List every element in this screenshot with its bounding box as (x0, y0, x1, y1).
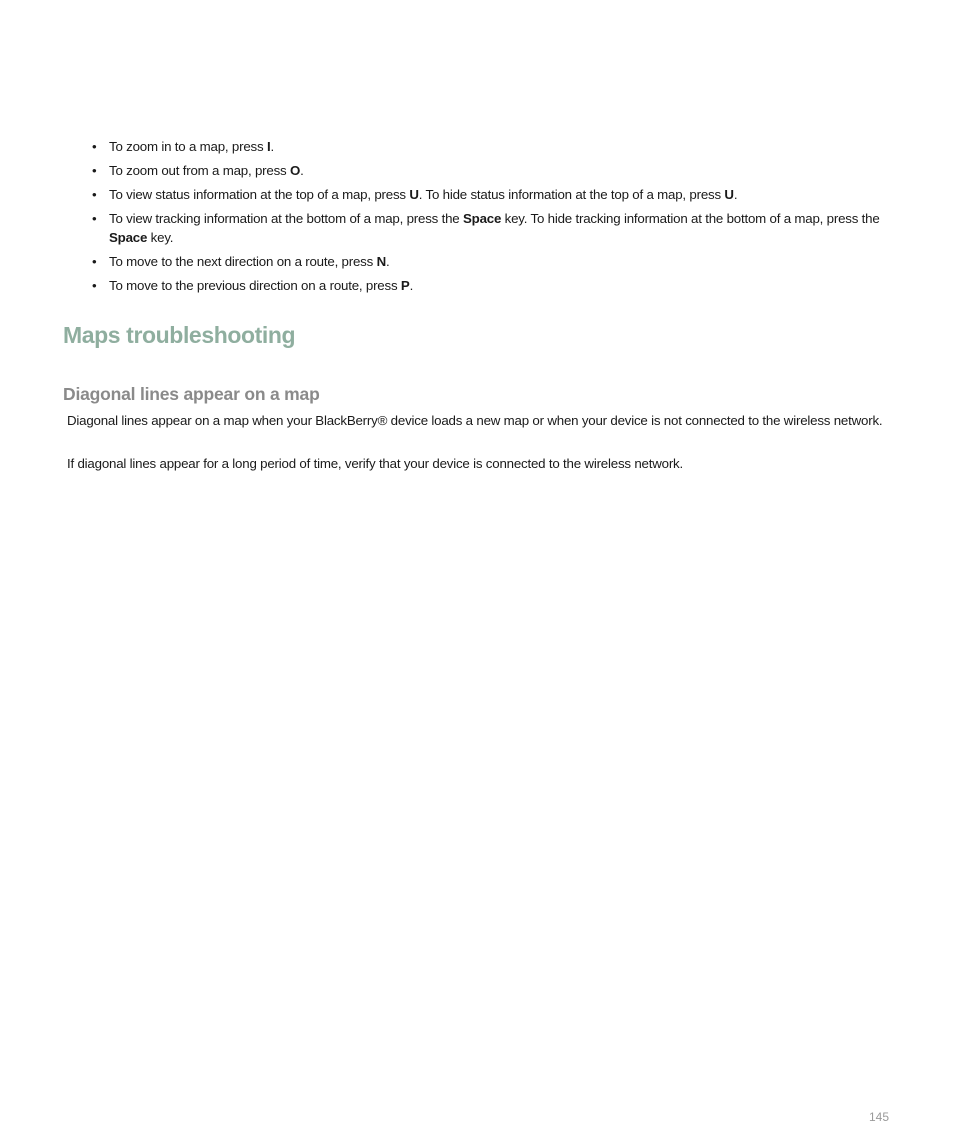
key-name: P (400, 278, 410, 293)
list-item-text: To move to the previous direction on a route, press (109, 278, 401, 293)
list-item (92, 185, 892, 204)
list-item-text: . To hide status information at the top of a map, press (418, 187, 725, 202)
key-name: U (409, 187, 419, 202)
list-item-text: To zoom in to a map, press (109, 139, 267, 154)
list-item-text: . (300, 163, 304, 178)
list-item-text: To zoom out from a map, press (109, 163, 290, 178)
bullet-marker: • (92, 211, 97, 226)
list-item (92, 252, 892, 271)
list-item-text: . (409, 278, 414, 293)
bullet-marker: • (92, 187, 97, 202)
list-item-text: To move to the next direction on a route, press (109, 254, 377, 269)
list-item-text: . (270, 139, 274, 154)
section-title: Maps troubleshooting (63, 322, 296, 348)
page-number: 145 (869, 1110, 890, 1124)
key-name: Space (109, 230, 148, 245)
list-item-text: To view status information at the top of a map, press (109, 187, 410, 202)
list-item (92, 161, 892, 180)
bullet-marker: • (92, 254, 97, 269)
list-item-text: . (385, 254, 390, 269)
list-item (92, 276, 892, 295)
key-name: N (376, 254, 386, 269)
key-name: O (289, 163, 301, 178)
list-item-text: key. (147, 230, 174, 245)
subsection-title: Diagonal lines appear on a map (63, 384, 320, 404)
paragraph: If diagonal lines appear for a long period of time, verify that your device is connected to the wireless network. (67, 456, 683, 471)
key-name: I (266, 139, 271, 154)
list-item (92, 137, 892, 156)
shortcut-list (92, 137, 892, 300)
bullet-marker: • (92, 278, 97, 293)
bullet-marker: • (92, 139, 97, 154)
key-name: Space (462, 211, 502, 226)
bullet-marker: • (92, 163, 97, 178)
list-item-text: . (733, 187, 738, 202)
list-item-text: To view tracking information at the bottom of a map, press the (109, 211, 463, 226)
key-name: U (724, 187, 734, 202)
list-item (92, 209, 892, 247)
paragraph: Diagonal lines appear on a map when your BlackBerry® device loads a new map or when your device is not connected to the wireless network. (67, 413, 883, 428)
list-item-text: key. To hide tracking information at the bottom of a map, press the (501, 211, 880, 226)
